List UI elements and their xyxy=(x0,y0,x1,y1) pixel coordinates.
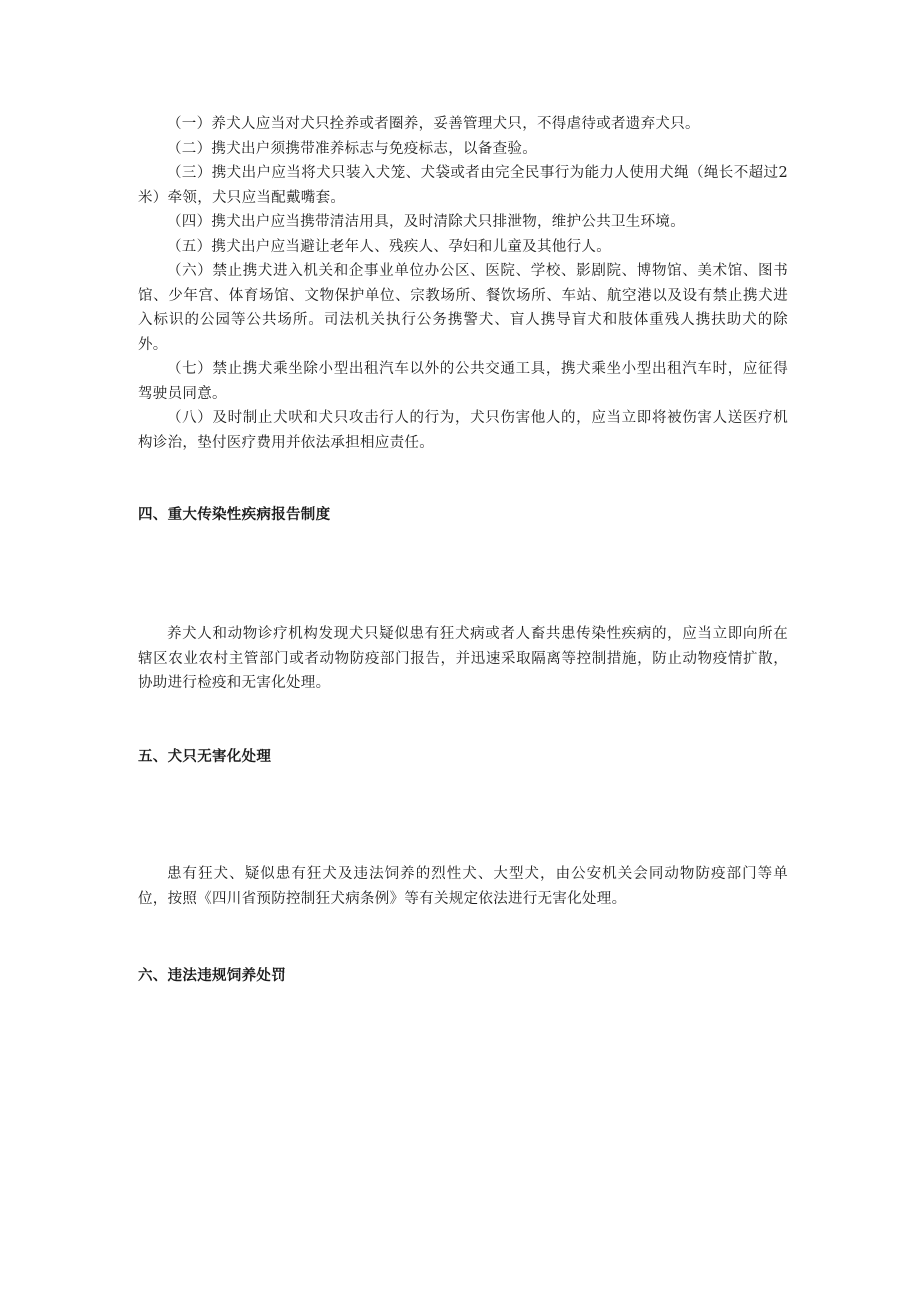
section4-body: 养犬人和动物诊疗机构发现犬只疑似患有狂犬病或者人畜共患传染性疾病的，应当立即向所在辖区农业农村主管部门或者动物防疫部门报告，并迅速采取隔离等控制措施，防止动物疫情扩散，协助进行检疫和无害化处理。 xyxy=(138,626,788,691)
section6-heading: 六、违法违规饲养处罚 xyxy=(138,968,286,984)
section3-item: （八）及时制止犬吠和犬只攻击行人的行为，犬只伤害他人的，应当立即将被伤害人送医疗机构诊治，垫付医疗费用并依法承担相应责任。 xyxy=(138,410,788,451)
section3-item: （三）携犬出户应当将犬只装入犬笼、犬袋或者由完全民事行为能力人使用犬绳（绳长不超过2米）牵领，犬只应当配戴嘴套。 xyxy=(138,165,788,206)
section3-item: （五）携犬出户应当避让老年人、残疾人、孕妇和儿童及其他行人。 xyxy=(167,238,611,255)
section3-item: （六）禁止携犬进入机关和企事业单位办公区、医院、学校、影剧院、博物馆、美术馆、图书馆、少年宫、体育场馆、文物保护单位、宗教场所、餐饮场所、车站、航空港以及设有禁止携犬进入标识的公园等公共场所。司法机关执行公务携警犬、盲人携导盲犬和肢体重残人携扶助犬的除外。 xyxy=(138,263,788,353)
section3-item: （四）携犬出户应当携带清洁用具，及时清除犬只排泄物，维护公共卫生环境。 xyxy=(167,214,685,230)
section5-heading: 五、犬只无害化处理 xyxy=(138,749,272,765)
section3-item: （二）携犬出户须携带准养标志与免疫标志，以备查验。 xyxy=(167,140,537,157)
section5-body-block xyxy=(138,862,788,911)
section3-item: （一）养犬人应当对犬只拴养或者圈养，妥善管理犬只，不得虐待或者遗弃犬只。 xyxy=(167,116,700,132)
section4-body-block xyxy=(138,622,788,696)
section3-item: （七）禁止携犬乘坐除小型出租汽车以外的公共交通工具，携犬乘坐小型出租汽车时，应征得驾驶员同意。 xyxy=(138,361,788,402)
section5-body: 患有狂犬、疑似患有狂犬及违法饲养的烈性犬、大型犬，由公安机关会同动物防疫部门等单位，按照《四川省预防控制狂犬病条例》等有关规定依法进行无害化处理。 xyxy=(138,866,788,907)
section4-heading: 四、重大传染性疾病报告制度 xyxy=(138,507,331,523)
section3-item-list xyxy=(138,112,788,455)
